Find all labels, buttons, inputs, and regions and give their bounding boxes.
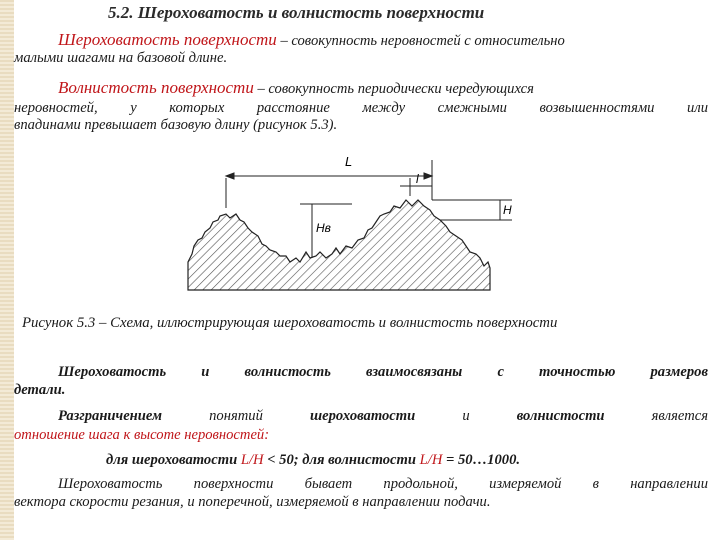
dimension-label-L: L: [345, 154, 353, 169]
definition-roughness-text: – совокупность неровностей с относительно: [276, 33, 565, 49]
formula-text-3: = 50…1000.: [442, 452, 521, 468]
word-concepts: понятий: [209, 408, 263, 424]
formula-text-1: для шероховатости: [106, 452, 241, 468]
word-distinction: Разграничением: [58, 408, 163, 424]
paragraph-roughness-line2: малыми шагами на базовой длине.: [14, 50, 228, 66]
paragraph-distinction-line2: отношение шага к высоте неровностей:: [14, 427, 270, 443]
wavy-rough-profile: [188, 200, 490, 290]
paragraph-waviness-line2: неровностей, у которых расстояние между смежными возвышенностями или: [14, 100, 708, 116]
term-waviness: Волнистость поверхности: [58, 78, 254, 97]
paragraph-relation-line2: детали.: [14, 382, 66, 398]
formula-ratio-1: L/H: [240, 452, 264, 468]
dimension-label-H: H: [503, 203, 512, 217]
paragraph-directions-line1: Шероховатость поверхности бывает продольной, измеряемой в направлении: [58, 476, 708, 492]
formula-text-2: < 50; для волнистости: [263, 452, 420, 468]
paragraph-waviness-line3: впадинами превышает базовую длину (рисунок 5.3).: [14, 117, 338, 133]
section-title: 5.2. Шероховатость и волнистость поверхности: [108, 3, 485, 22]
word-roughness: шероховатости: [309, 408, 416, 424]
definition-waviness-text: – совокупность периодически чередующихся: [253, 81, 534, 97]
dimension-label-l: l: [416, 172, 419, 186]
term-roughness: Шероховатость поверхности: [58, 30, 277, 49]
paragraph-relation-line1: Шероховатость и волнистость взаимосвязаны с точностью размеров: [58, 364, 708, 380]
figure-caption: Рисунок 5.3 – Схема, иллюстрирующая шероховатость и волнистость поверхности: [22, 315, 558, 331]
formula-line: [106, 451, 520, 469]
formula-ratio-2: L/H: [419, 452, 443, 468]
word-waviness: волнистости: [516, 408, 605, 424]
dimension-label-Hb: Hв: [316, 221, 331, 235]
paragraph-distinction-line1: [58, 407, 708, 425]
word-is: является: [651, 408, 708, 424]
word-and: и: [462, 408, 470, 424]
paragraph-directions-line2: вектора скорости резания, и поперечной, измеряемой в направлении подачи.: [14, 494, 491, 510]
